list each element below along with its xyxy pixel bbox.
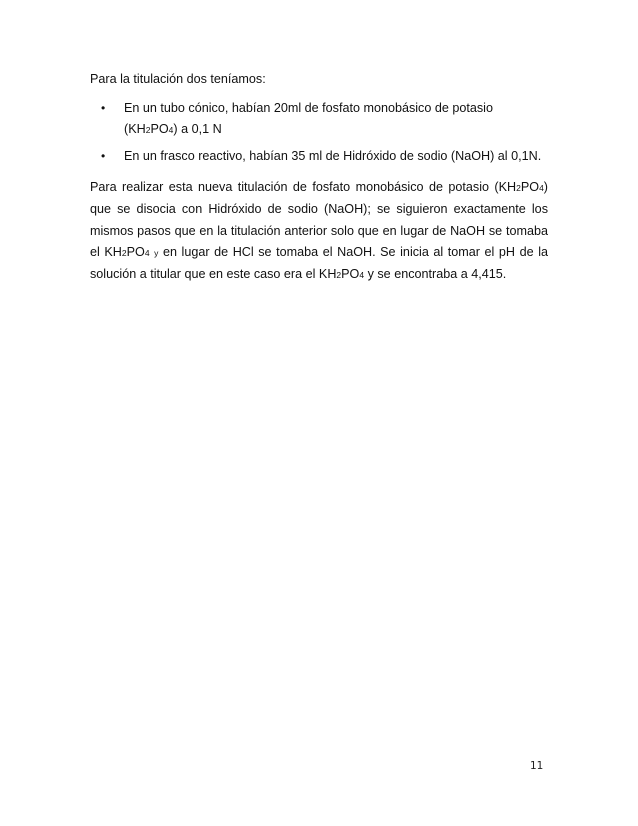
bullet-list [90, 98, 548, 167]
paragraph-text-part: y se encontraba a 4,415. [364, 267, 507, 282]
bullet-icon: • [101, 101, 106, 115]
list-item [90, 146, 548, 167]
paragraph-text-part: PO [341, 267, 360, 282]
subscript: 4 [144, 247, 150, 258]
subscript: 2 [121, 247, 127, 258]
subscript: 4 [168, 125, 174, 135]
subscript: 2 [145, 125, 151, 135]
body-paragraph [90, 177, 548, 286]
bullet-text-part: ) a 0,1 N [173, 122, 222, 136]
bullet-text-part: En un tubo cónico, habían 20ml de fosfato monobásico de potasio (KH [124, 101, 493, 136]
page-content [90, 70, 548, 286]
page-number: 11 [530, 760, 544, 772]
bullet-icon: • [101, 149, 106, 163]
paragraph-text-part: PO [126, 244, 145, 259]
small-y: y [154, 247, 159, 258]
paragraph-text-part: Para realizar esta nueva titulación de fosfato monobásico de potasio (KH [90, 180, 517, 194]
bullet-text-part: PO [150, 122, 169, 136]
subscript: 2 [336, 270, 342, 281]
subscript: 4 [539, 183, 544, 193]
subscript: 4 [359, 270, 365, 281]
bullet-text: En un frasco reactivo, habían 35 ml de Hidróxido de sodio (NaOH) al 0,1N. [124, 149, 542, 163]
intro-line: Para la titulación dos teníamos: [90, 72, 266, 86]
paragraph-text-part: PO [520, 180, 540, 194]
paragraph-text-part: ) que se disocia con Hidróxido de sodio (NaOH); se siguieron exactamente los mismos pasos que en la titulación anterior solo que en lugar de NaOH se tomaba el KH [90, 180, 548, 259]
paragraph-text-part: en lugar de HCl se tomaba el NaOH. Se inicia al tomar el pH de la solución a titular que en este caso era el KH [90, 244, 548, 282]
subscript: 2 [516, 183, 521, 193]
list-item [90, 98, 548, 141]
